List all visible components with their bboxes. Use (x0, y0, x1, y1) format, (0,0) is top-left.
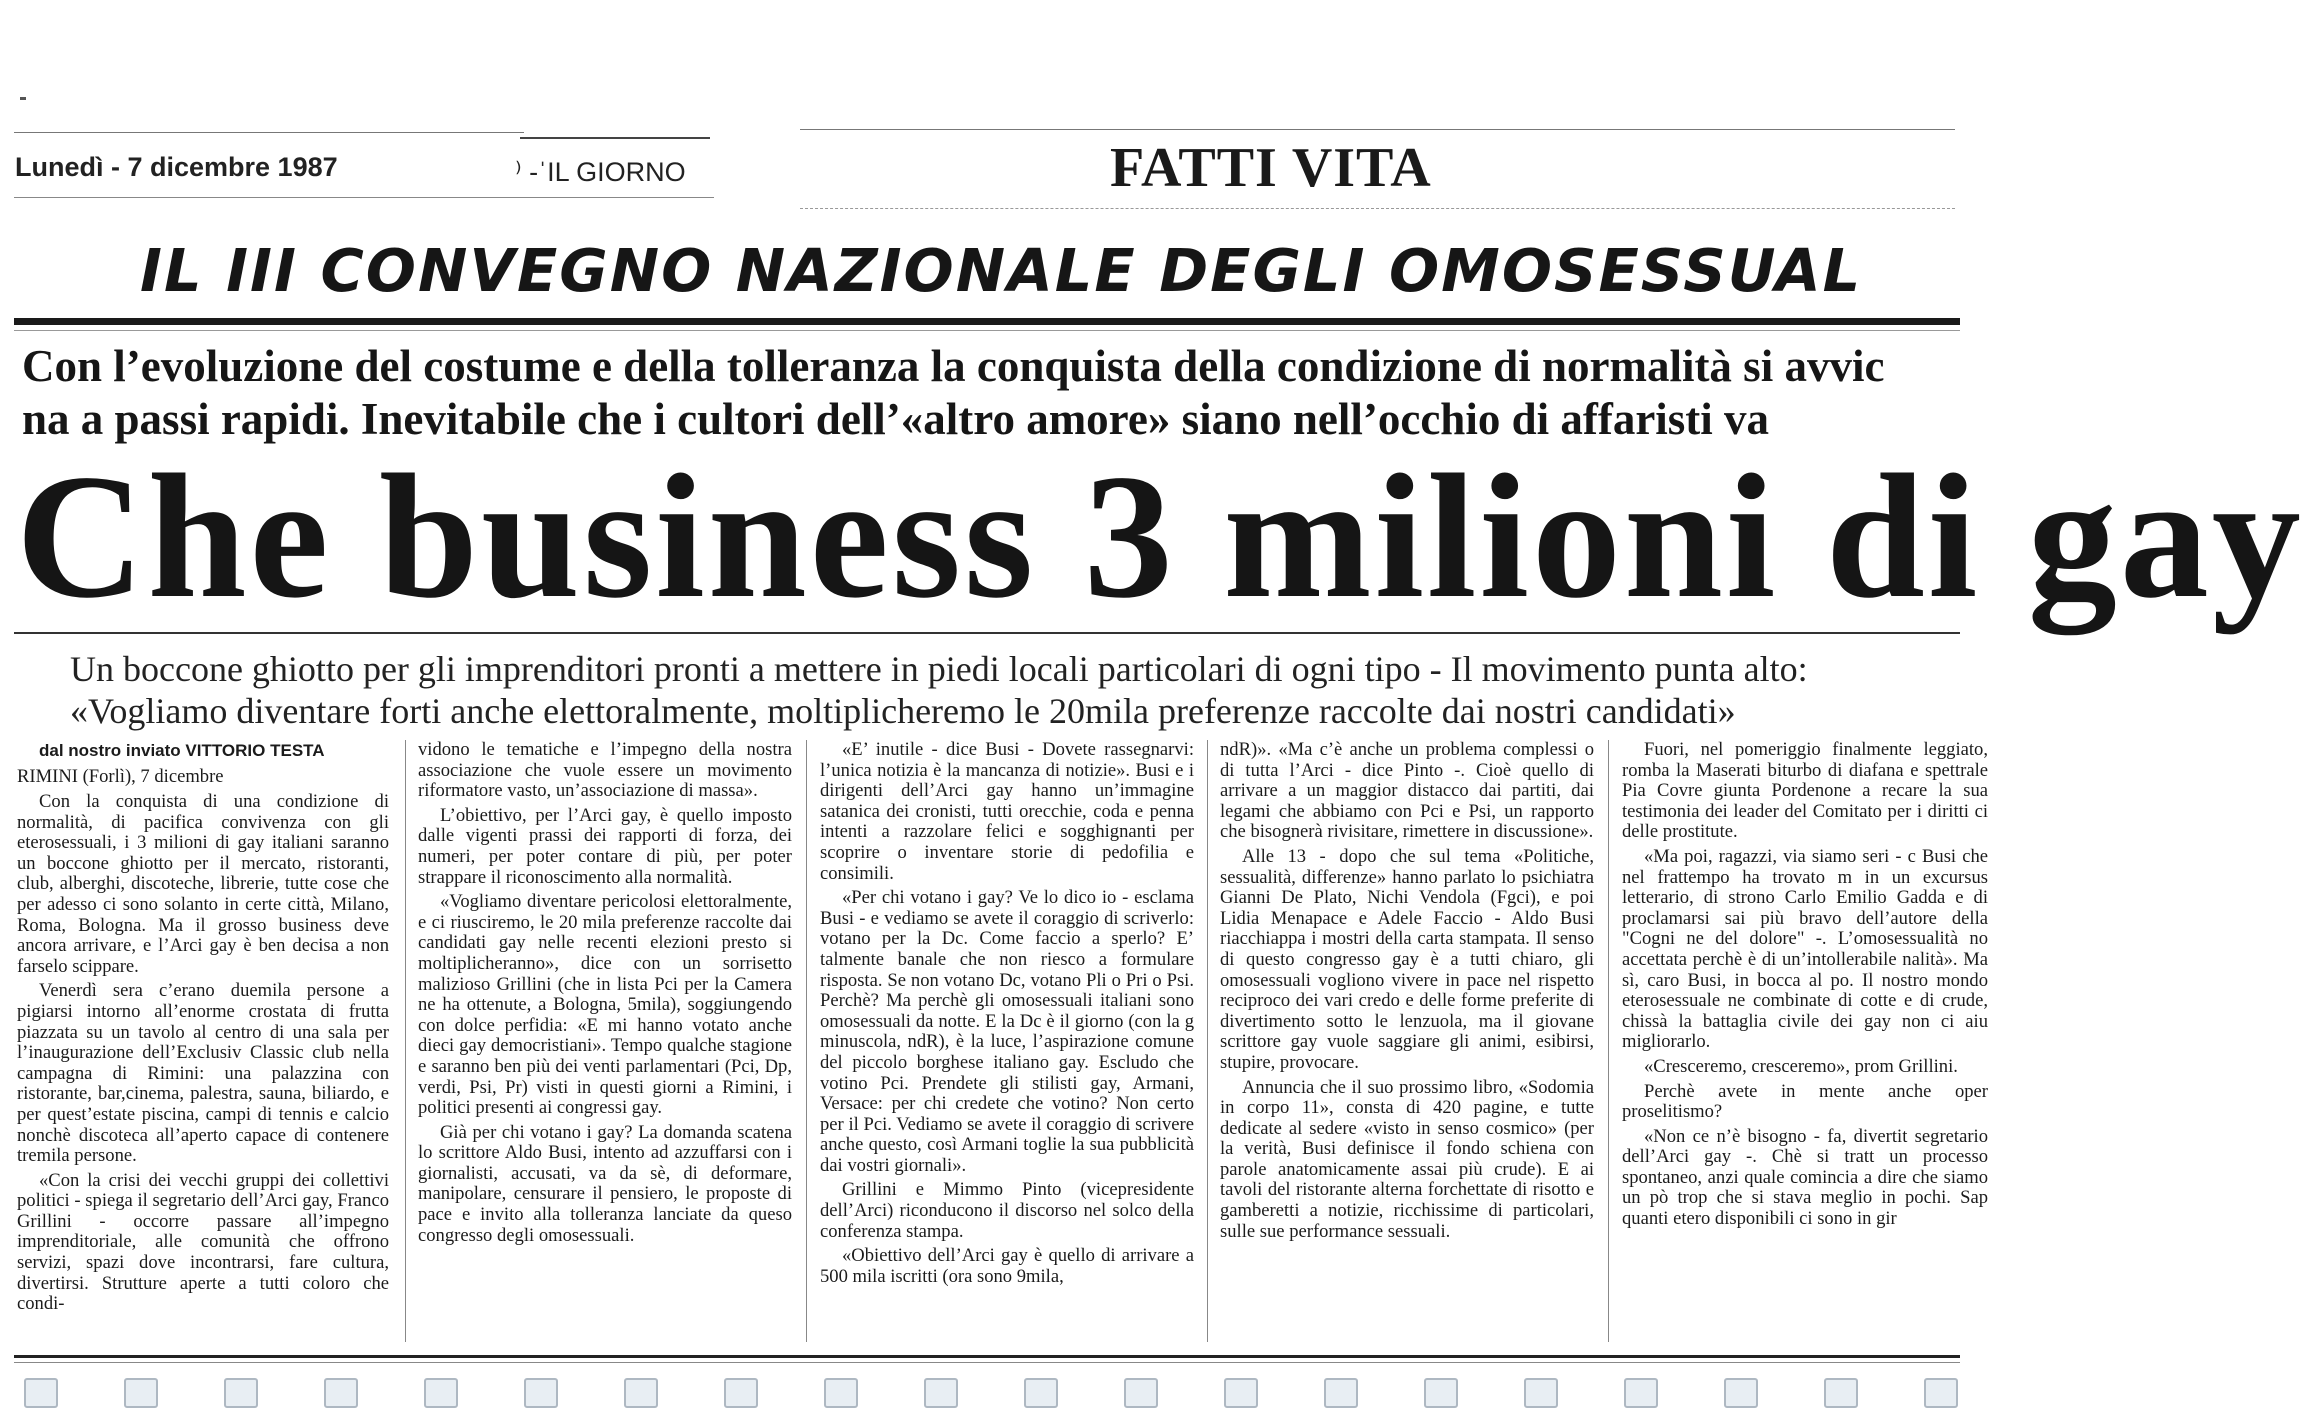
paragraph: «E’ inutile - dice Busi - Dovete rassegnarvi: l’unica notizia è la mancanza di notizie». Busi e i dirigenti dell’Arci gay hanno un’immagine satanica dei cronisti, tutti orecchie, coda e penna intenti a razzolare felici e sogghignanti per scoprire o inventare storie di pedofilia e consimili. (820, 739, 1194, 884)
text-column (1622, 740, 1988, 1342)
paragraph: ndR)». «Ma c’è anche un problema complessi o di tutta l’Arci - dice Pinto -. Cioè quello di arrivare a un maggior distacco dai partiti, dai legami che abbiamo con Pci e Psi, un rapporto che bisognerà rivisitare, rimettere in discussione». (1220, 739, 1594, 843)
kicker-rule (14, 318, 1960, 325)
perforation-hole (724, 1378, 758, 1408)
text-column (820, 740, 1194, 1342)
kicker-rule (14, 330, 1960, 331)
paragraph: «Con la crisi dei vecchi gruppi dei collettivi politici - spiega il segretario dell’Arci gay, Franco Grillini - occorre passare all’impegno imprenditoriale, alle comunità che offrono servizi, spazi dove incontrarsi, fare cultura, divertirsi. Strutture aperte a tutti coloro che condi- (17, 1169, 389, 1315)
perforation-hole (1424, 1378, 1458, 1408)
article-headline: Che business 3 milioni di gay (16, 437, 2304, 635)
paragraph: L’obiettivo, per l’Arci gay, è quello imposto dalle vigenti prassi dei rapporti di forza, dei numeri, per poter contare di più, per poter strappare il riconoscimento alla normalità. (418, 804, 792, 888)
article-subheadline (70, 648, 1960, 732)
perforation-hole (1024, 1378, 1058, 1408)
page-bottom-rule (14, 1362, 1960, 1363)
scan-speck (20, 97, 26, 100)
masthead-rule (800, 208, 1955, 209)
perforation-hole (524, 1378, 558, 1408)
perforation-hole (24, 1378, 58, 1408)
perforation-hole (1124, 1378, 1158, 1408)
text-column (418, 740, 792, 1342)
perforation-hole (1924, 1378, 1958, 1408)
masthead-rule (14, 197, 714, 198)
paragraph: «Vogliamo diventare pericolosi elettoralmente, e ci riusciremo, le 20 mila preferenze raccolte dai candidati gay nelle recenti elezioni presto si moltiplicheranno», dice con un sorrisetto malizioso Grillini (che in lista Pci per la Camera ne ha ottenute, a Bologna, 5mila), soggiungendo con dolce perfidia: «E mi hanno votato anche dieci gay democristiani». Tempo qualche stagione e saranno ben più dei venti parlamentari (Pci, Dp, verdi, Psi, Pr) visti in questi giorni a Rimini, i politici presenti ai congressi gay. (418, 891, 792, 1119)
text-column (17, 740, 389, 1342)
deck-line: na a passi rapidi. Inevitabile che i cultori dell’«altro amore» siano nell’occhio di affaristi va (22, 394, 1770, 444)
paragraph: Venerdì sera c’erano duemila persone a pigiarsi intorno all’enorme crostata di frutta piazzata su un tavolo al centro di una sala per l’inaugurazione dell’Exclusiv Classic club nella campagna di Rimini: una palazzina con ristorante, bar,cinema, palestra, sauna, biliardo, e per quest’estate piscina, campi di tennis e calcio nonchè discoteca all’aperto capace di contenere tremila persone. (17, 980, 389, 1167)
paragraph: Già per chi votano i gay? La domanda scatena lo scrittore Aldo Busi, intento ad azzuffarsi con i giornalisti, accusati, va da sè, di deformare, manipolare, censurare il pensiero, le proposte di pace e invito alla tolleranza lanciate da queso congresso degli omosessuali. (418, 1121, 792, 1246)
headline-rule (14, 632, 1960, 634)
paragraph: Grillini e Mimmo Pinto (vicepresidente dell’Arci) riconducono il discorso nel solco della conferenza stampa. (820, 1179, 1194, 1242)
scan-perforation-strip (14, 1378, 1974, 1410)
byline: dal nostro inviato VITTORIO TESTA (39, 741, 325, 760)
perforation-hole (1824, 1378, 1858, 1408)
paragraph: vidono le tematiche e l’impegno della nostra associazione che vuole essere un movimento riformatore vasto, un’associazione di massa». (418, 739, 792, 802)
paragraph: «Per chi votano i gay? Ve lo dico io - esclama Busi - e vediamo se avete il coraggio di scriverlo: votano per la Dc. Come faccio a sperlo? E’ talmente banale che non riesco a formulare risposta. Se non votano Dc, votano Pli o Pri o Psi. Perchè? Ma perchè gli omosessuali italiani sono omosessuali da notte. E la Dc è il giorno (con la g minuscola, ndR), è la luce, l’aspirazione comune del piccolo borghese italiano gay. Escludo che votino Pci. Prendete gli stilisti gay, Armani, Versace: per chi credete che votino? Non certo per il Pci. Vediamo se avete il coraggio di scrivere anche questo, così Armani toglie la sua pubblicità dai vostri giornali». (820, 887, 1194, 1176)
paragraph: Fuori, nel pomeriggio finalmente leggiato, romba la Maserati biturbo di diafana e spettrale Pia Covre giunta Pordenone a recare la sua testimonia dei leader del Comitato per i diritti ci delle prostitute. (1622, 739, 1988, 843)
article-deck (22, 340, 1962, 446)
article-kicker: IL III CONVEGNO NAZIONALE DEGLI OMOSESSUAL (140, 236, 1863, 305)
perforation-hole (1224, 1378, 1258, 1408)
masthead-rule (520, 137, 710, 139)
newspaper-name: ⁾ -ˈIL GIORNO (515, 157, 686, 187)
perforation-hole (924, 1378, 958, 1408)
page-bottom-rule (14, 1355, 1960, 1358)
paragraph: Con la conquista di una condizione di normalità, di pacifica convivenza con gli eterosessuali, i 3 milioni di gay italiani saranno un boccone ghiotto per il mercato, ristoranti, club, alberghi, discoteche, librerie, tutte cose che per adesso ci sono solanto in certe città, Milano, Roma, Bologna. Ma il grosso business deve ancora arrivare, e l’Arci gay è ben decisa a non farselo scippare. (17, 791, 389, 977)
issue-date: Lunedì - 7 dicembre 1987 (15, 152, 338, 182)
perforation-hole (324, 1378, 358, 1408)
column-divider (405, 740, 406, 1342)
perforation-hole (1624, 1378, 1658, 1408)
text-column (1220, 740, 1594, 1342)
perforation-hole (124, 1378, 158, 1408)
deck-line: Con l’evoluzione del costume e della tolleranza la conquista della condizione di normalità si avvic (22, 341, 1885, 391)
dateline: RIMINI (Forlì), 7 dicembre (17, 766, 224, 787)
paragraph: «Cresceremo, cresceremo», prom Grillini. (1644, 1055, 1958, 1077)
masthead-rule (800, 129, 1955, 130)
paragraph: «Non ce n’è bisogno - fa, divertit segretario dell’Arci gay -. Chè si tratt un processo spontaneo, anzi quale comincia a dire che siamo un pò trop che si stava meglio in pochi. Sap quanti etero disponibili ci sono in gir (1622, 1125, 1988, 1230)
paragraph: Alle 13 - dopo che sul tema «Politiche, sessualità, differenze» hanno parlato lo psichiatra Gianni De Plato, Nichi Vendola (Fgci), e poi Lidia Menapace e Adele Faccio - Aldo Busi riacchiappa i mostri della carta stampata. Il senso di questo congresso gay è a tutti chiaro, gli omosessuali vogliono vivere in pace nel rispetto reciproco dei vari credo e delle forme preferite di divertimento sotto le lenzuola, ma il giovane scrittore gay vuole saggiare gli animi, esibirsi, stupire, provocare. (1220, 845, 1594, 1073)
section-title: FATTI VITA (1110, 137, 1432, 199)
column-divider (1207, 740, 1208, 1342)
perforation-hole (624, 1378, 658, 1408)
paragraph: «Obiettivo dell’Arci gay è quello di arrivare a 500 mila iscritti (ora sono 9mila, (820, 1245, 1194, 1287)
perforation-hole (1324, 1378, 1358, 1408)
subheadline-line: Un boccone ghiotto per gli imprenditori pronti a mettere in piedi locali particolari di ogni tipo - Il movimento punta alto: (70, 649, 1808, 689)
perforation-hole (1724, 1378, 1758, 1408)
column-divider (1608, 740, 1609, 1342)
article-body (0, 740, 2000, 1350)
perforation-hole (824, 1378, 858, 1408)
paragraph: Perchè avete in mente anche oper proselitismo? (1622, 1080, 1988, 1123)
paragraph: «Ma poi, ragazzi, via siamo seri - c Busi che nel frattempo ha trovato m in un excursus letterario, di strono Carlo Emilio Gadda e di proclamarsi sai più bravo dell’autore della "Cogni ne del dolore" -. L’omosessualità no accettata perchè è di un’intollerabile nalità». Ma sì, caro Busi, in bocca al po. Il nostro mondo eterosessuale ne combinate di cotte e di crude, chissà la battaglia civile dei gay non ci aiu migliorarlo. (1622, 845, 1988, 1053)
paragraph: Annuncia che il suo prossimo libro, «Sodomia in corpo 11», consta di 420 pagine, e tutte dedicate al sedere «visto in senso cosmico» (per la verità, Busi definisce il fondo schiena con parole anatomicamente assai più crude). E ai tavoli del ristorante alterna forchettate di risotto e gamberetti a notizie, ricchissime di particolari, sulle sue performance sessuali. (1220, 1076, 1594, 1242)
perforation-hole (424, 1378, 458, 1408)
perforation-hole (224, 1378, 258, 1408)
perforation-hole (1524, 1378, 1558, 1408)
column-divider (806, 740, 807, 1342)
subheadline-line: «Vogliamo diventare forti anche elettoralmente, moltiplicheremo le 20mila preferenze raccolte dai nostri candidati» (70, 691, 1736, 731)
masthead-rule (14, 132, 524, 133)
